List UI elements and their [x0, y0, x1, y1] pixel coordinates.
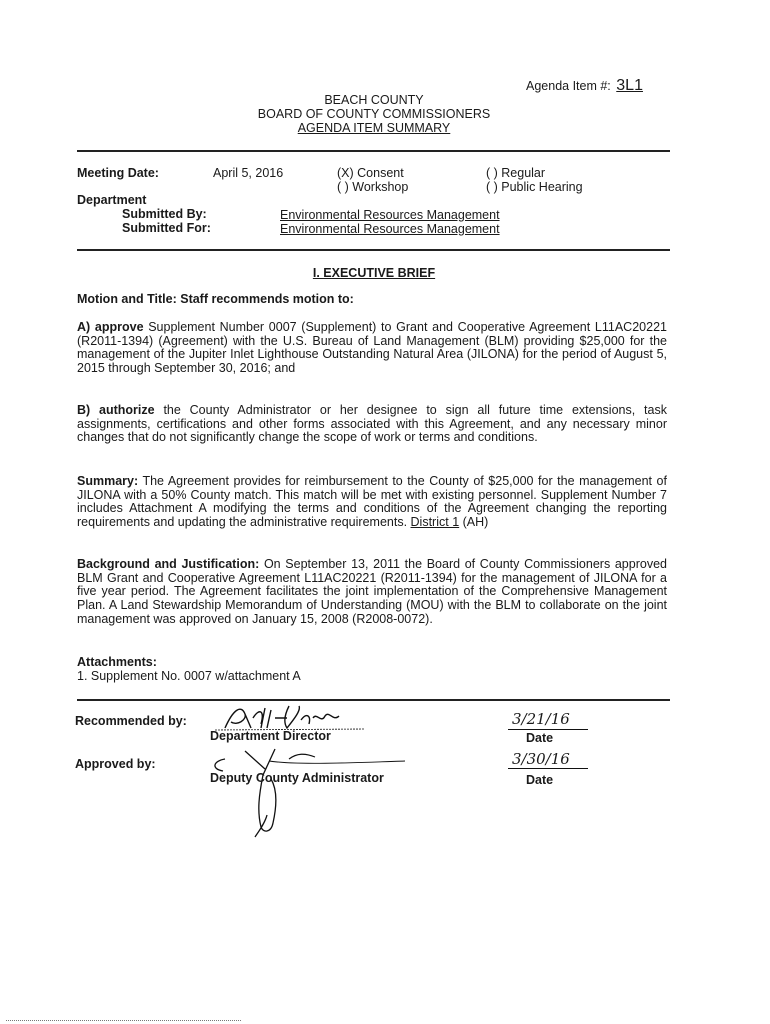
workshop-option: ( ) Workshop — [337, 180, 409, 194]
submitted-by-label: Submitted By: — [122, 207, 207, 221]
item-a-text: Supplement Number 0007 (Supplement) to Grant and Cooperative Agreement L11AC20221 (R2011-1394) (Agreement) with the U.S. Bureau of Land Management (BLM) providing $25,000 for the management of the Jupiter Inlet Lighthouse Outstanding Natural Area (JILONA) for the period of August 5, 2015 through September 30, 2016; and — [77, 320, 667, 376]
background-label: Background and Justification: — [77, 557, 260, 571]
item-a-paragraph — [77, 321, 667, 376]
department-director-label: Department Director — [210, 729, 331, 743]
date-label-2: Date — [526, 773, 554, 787]
deputy-administrator-label: Deputy County Administrator — [210, 771, 384, 785]
approved-by-label: Approved by: — [75, 757, 156, 771]
date-line-2 — [508, 768, 588, 769]
recommended-by-label: Recommended by: — [75, 714, 187, 728]
summary-title — [0, 121, 748, 135]
date-line-1 — [508, 729, 588, 730]
summary-title-text: AGENDA ITEM SUMMARY — [297, 121, 451, 135]
county-name: BEACH COUNTY — [324, 93, 424, 107]
divider-middle — [77, 249, 670, 251]
motion-title: Motion and Title: Staff recommends motion to: — [77, 292, 354, 306]
item-a-label: A) approve — [77, 320, 144, 334]
scan-artifact-line — [6, 1020, 241, 1021]
submitted-by-value: Environmental Resources Management — [280, 208, 500, 222]
consent-option: (X) Consent — [337, 166, 404, 180]
item-b-text: the County Administrator or her designee to sign all future time extensions, task assignments, certifications and other forms associated with this Agreement, and any necessary minor changes that do not significantly change the scope of work or terms and conditions. — [77, 403, 667, 445]
board-name: BOARD OF COUNTY COMMISSIONERS — [257, 107, 491, 121]
department-label: Department — [77, 193, 147, 207]
summary-label: Summary: — [77, 474, 139, 488]
divider-top — [77, 150, 670, 152]
submitted-for-value: Environmental Resources Management — [280, 222, 500, 236]
date-written-1: 3/21/16 — [512, 710, 570, 728]
deputy-signature — [205, 745, 415, 840]
district-suffix: (AH) — [462, 515, 489, 530]
background-paragraph — [77, 558, 667, 627]
executive-brief-heading — [0, 266, 748, 280]
district: District 1 — [410, 515, 460, 530]
item-b-paragraph — [77, 404, 667, 445]
regular-option: ( ) Regular — [486, 166, 546, 180]
public-hearing-option: ( ) Public Hearing — [486, 180, 583, 194]
agenda-item-line — [526, 79, 643, 93]
attachments-label: Attachments: — [77, 655, 157, 669]
agenda-item-number: 3L1 — [616, 77, 643, 94]
background-text: On September 13, 2011 the Board of County Commissioners approved BLM Grant and Cooperative Agreement L11AC20221 (R2011-1394) for the management of JILONA for a five year period. The Agreement facilitates the joint implementation of the Comprehensive Management Plan. A Land Stewardship Memorandum of Understanding (MOU) with the BLM to collaborate on the joint management was approved on January 15, 2008 (R2008-0072). — [77, 557, 667, 626]
agenda-item-label: Agenda Item #: — [526, 79, 611, 93]
meeting-date: April 5, 2016 — [213, 166, 284, 180]
summary-paragraph — [77, 475, 667, 530]
executive-brief-heading-text: I. EXECUTIVE BRIEF — [312, 266, 436, 280]
date-written-2: 3/30/16 — [512, 750, 570, 768]
attachment-item: 1. Supplement No. 0007 w/attachment A — [77, 669, 301, 683]
submitted-for-label: Submitted For: — [122, 221, 211, 235]
summary-text: The Agreement provides for reimbursement to the County of $25,000 for the management of JILONA with a 50% County match. This match will be met with existing personnel. Supplement Number 7 includes Attachment A modifying the terms and conditions of the Agreement changing the reporting requirements and updating the administrative requirements. — [77, 474, 667, 530]
date-label-1: Date — [526, 731, 554, 745]
meeting-date-label: Meeting Date: — [77, 166, 159, 180]
item-b-label: B) authorize — [77, 403, 155, 417]
